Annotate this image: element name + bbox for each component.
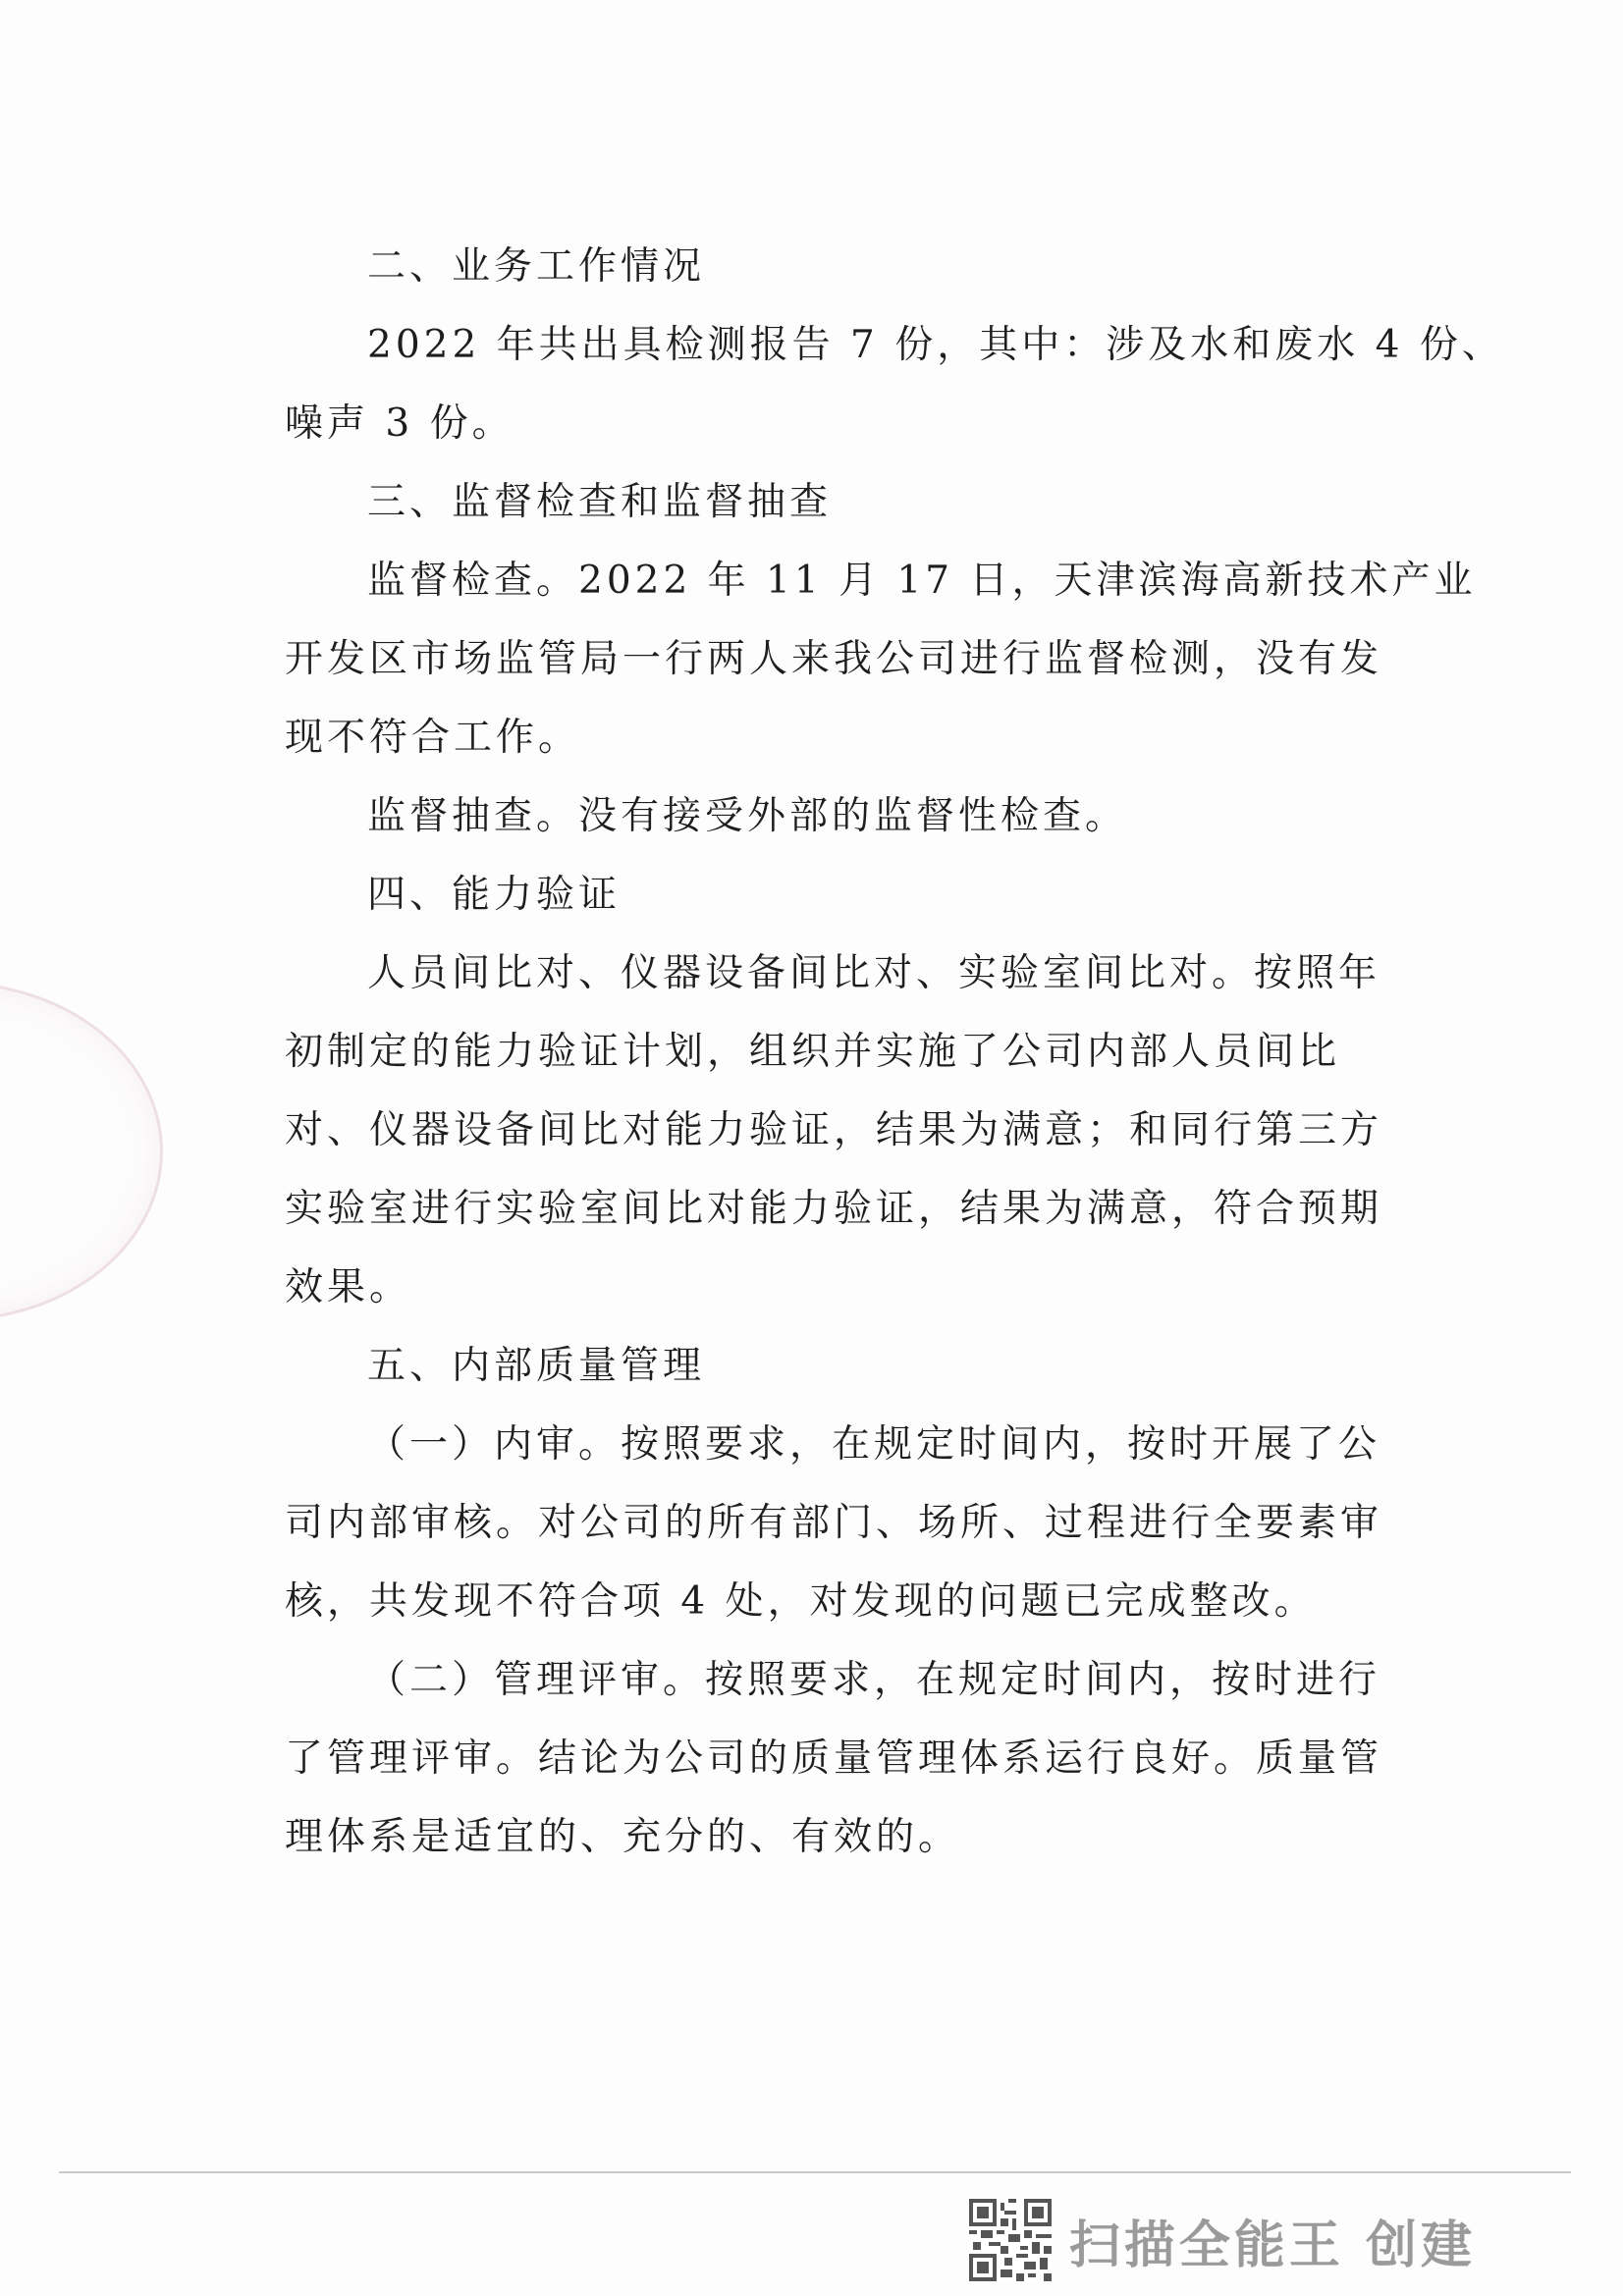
watermark-text: 扫描全能王 创建 (1068, 2216, 1476, 2275)
paragraph-line: 监督检查。2022 年 11 月 17 日，天津滨海高新技术产业 (367, 559, 1477, 603)
stamp-mark (0, 982, 163, 1321)
paragraph-line: 司内部审核。对公司的所有部门、场所、过程进行全要素审 (285, 1501, 1383, 1545)
section-heading-business: 二、业务工作情况 (367, 244, 706, 289)
paragraph-line: 监督抽查。没有接受外部的监督性检查。 (367, 794, 1128, 838)
document-body (285, 228, 1504, 1877)
paragraph-line: 开发区市场监管局一行两人来我公司进行监督检测，没有发 (285, 637, 1383, 681)
section-heading-supervision: 三、监督检查和监督抽查 (367, 480, 833, 524)
paragraph-line: 效果。 (285, 1265, 412, 1309)
paragraph-line: 初制定的能力验证计划，组织并实施了公司内部人员间比 (285, 1030, 1341, 1074)
qr-code-icon (969, 2199, 1052, 2281)
paragraph-line: 实验室进行实验室间比对能力验证，结果为满意，符合预期 (285, 1187, 1383, 1231)
paragraph-line: 人员间比对、仪器设备间比对、实验室间比对。按照年 (367, 951, 1381, 995)
paragraph-line: 对、仪器设备间比对能力验证，结果为满意；和同行第三方 (285, 1108, 1383, 1152)
paragraph-line: （一）内审。按照要求，在规定时间内，按时开展了公 (367, 1422, 1381, 1467)
paragraph-line: 现不符合工作。 (285, 716, 581, 760)
paragraph-line: 理体系是适宜的、充分的、有效的。 (285, 1815, 961, 1859)
scanner-watermark (969, 2199, 1476, 2281)
paragraph-line: 2022 年共出具检测报告 7 份，其中：涉及水和废水 4 份、 (367, 323, 1504, 367)
paragraph-line: （二）管理评审。按照要求，在规定时间内，按时进行 (367, 1658, 1381, 1702)
page-bottom-rule (59, 2171, 1571, 2173)
section-heading-internal-quality: 五、内部质量管理 (367, 1344, 706, 1388)
section-heading-proficiency: 四、能力验证 (367, 873, 622, 917)
paragraph-line: 了管理评审。结论为公司的质量管理体系运行良好。质量管 (285, 1736, 1383, 1781)
paragraph-line: 核，共发现不符合项 4 处，对发现的问题已完成整改。 (285, 1579, 1317, 1624)
paragraph-line: 噪声 3 份。 (285, 401, 514, 446)
